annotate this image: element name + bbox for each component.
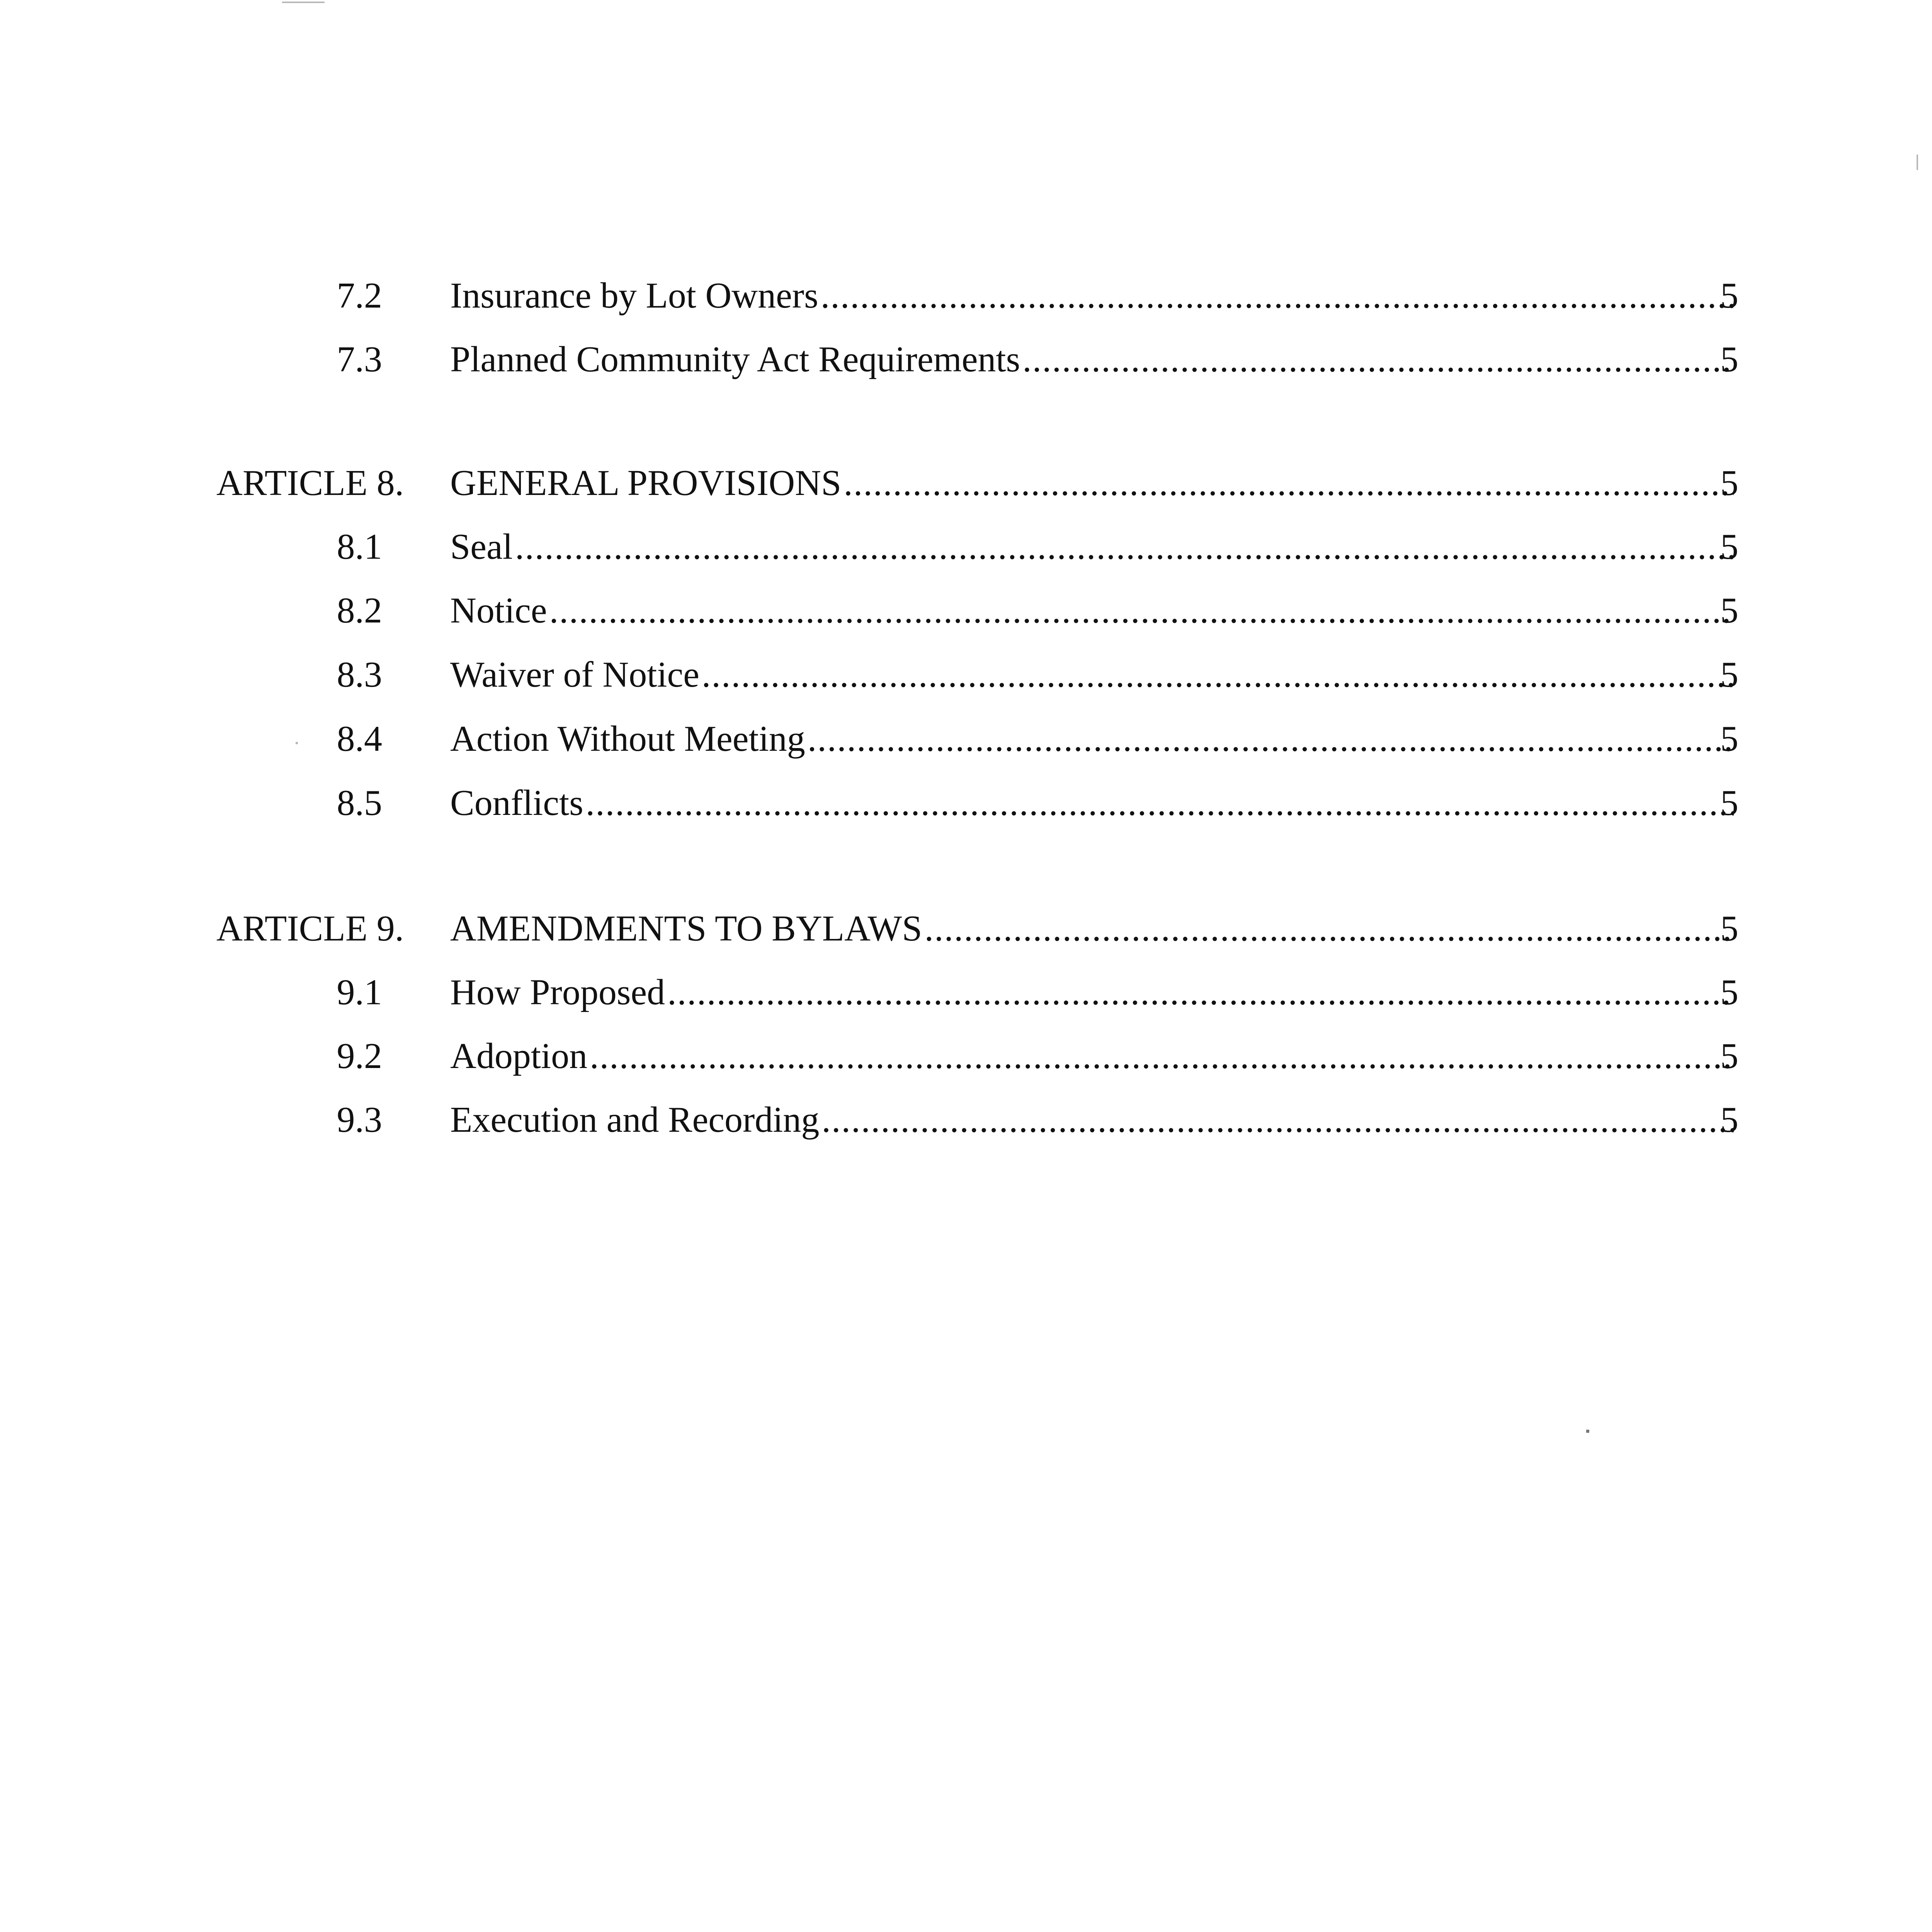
toc-entry-leader <box>450 905 1734 952</box>
toc-entry-number: 8.2 <box>337 590 382 631</box>
toc-entry-8-5 <box>0 780 1932 826</box>
dot-leader <box>549 587 1734 634</box>
toc-entry-9-1 <box>0 969 1932 1015</box>
toc-article-number: ARTICLE 9. <box>216 908 404 949</box>
toc-entry-leader <box>450 969 1734 1015</box>
toc-entry-page: 5 <box>1720 972 1738 1012</box>
dot-leader <box>925 905 1734 952</box>
toc-entry-leader <box>450 1097 1734 1143</box>
toc-entry-title: Seal <box>450 524 515 570</box>
dot-leader <box>590 1033 1734 1079</box>
toc-entry-leader <box>450 651 1734 698</box>
toc-entry-8-2 <box>0 587 1932 634</box>
toc-entry-8-4 <box>0 716 1932 762</box>
toc-entry-title: Notice <box>450 587 549 634</box>
toc-article-title: AMENDMENTS TO BYLAWS <box>450 905 925 952</box>
toc-entry-leader <box>450 716 1734 762</box>
dot-leader <box>808 716 1734 762</box>
toc-entry-title: Conflicts <box>450 780 586 826</box>
toc-entry-7-2 <box>0 272 1932 319</box>
toc-entry-9-3 <box>0 1097 1932 1143</box>
toc-entry-number: 8.3 <box>337 655 382 695</box>
toc-entry-title: Execution and Recording <box>450 1097 821 1143</box>
toc-entry-number: 7.3 <box>337 339 382 379</box>
toc-article-number: ARTICLE 8. <box>216 463 404 503</box>
scan-artifact <box>296 742 298 744</box>
toc-entry-page: 5 <box>1720 719 1738 759</box>
toc-entry-number: 7.2 <box>337 276 382 316</box>
dot-leader <box>667 969 1734 1015</box>
toc-entry-number: 9.3 <box>337 1100 382 1140</box>
dot-leader <box>586 780 1734 826</box>
toc-entry-leader <box>450 524 1734 570</box>
scan-artifact <box>1586 1430 1589 1433</box>
dot-leader <box>702 651 1734 698</box>
toc-entry-title: Adoption <box>450 1033 590 1079</box>
toc-entry-8-3 <box>0 651 1932 698</box>
dot-leader <box>515 524 1734 570</box>
toc-entry-number: 9.2 <box>337 1036 382 1076</box>
toc-entry-title: Waiver of Notice <box>450 651 702 698</box>
dot-leader <box>821 1097 1734 1143</box>
toc-entry-page: 5 <box>1720 1100 1738 1140</box>
toc-entry-page: 5 <box>1720 655 1738 695</box>
toc-entry-number: 8.5 <box>337 783 382 823</box>
toc-entry-page: 5 <box>1720 590 1738 631</box>
toc-entry-title: How Proposed <box>450 969 667 1015</box>
toc-entry-page: 5 <box>1720 276 1738 316</box>
toc-article-8 <box>0 460 1932 506</box>
toc-entry-title: Action Without Meeting <box>450 716 808 762</box>
toc-entry-leader <box>450 272 1734 319</box>
toc-entry-page: 5 <box>1720 783 1738 823</box>
toc-entry-9-2 <box>0 1033 1932 1079</box>
toc-entry-leader <box>450 1033 1734 1079</box>
toc-entry-page: 5 <box>1720 463 1738 503</box>
toc-entry-page: 5 <box>1720 1036 1738 1076</box>
toc-article-title: GENERAL PROVISIONS <box>450 460 844 506</box>
toc-entry-number: 9.1 <box>337 972 382 1012</box>
scan-artifact <box>1917 155 1918 170</box>
toc-article-9 <box>0 905 1932 952</box>
dot-leader <box>1022 336 1734 383</box>
toc-entry-page: 5 <box>1720 339 1738 379</box>
toc-entry-leader <box>450 460 1734 506</box>
toc-entry-number: 8.1 <box>337 527 382 567</box>
toc-entry-leader <box>450 780 1734 826</box>
toc-entry-leader <box>450 336 1734 383</box>
dot-leader <box>821 272 1734 319</box>
toc-entry-7-3 <box>0 336 1932 383</box>
toc-entry-leader <box>450 587 1734 634</box>
toc-entry-8-1 <box>0 524 1932 570</box>
dot-leader <box>844 460 1734 506</box>
toc-entry-page: 5 <box>1720 908 1738 949</box>
scan-artifact <box>282 2 325 3</box>
toc-entry-title: Planned Community Act Requirements <box>450 336 1022 383</box>
toc-entry-page: 5 <box>1720 527 1738 567</box>
toc-entry-title: Insurance by Lot Owners <box>450 272 821 319</box>
toc-entry-number: 8.4 <box>337 719 382 759</box>
